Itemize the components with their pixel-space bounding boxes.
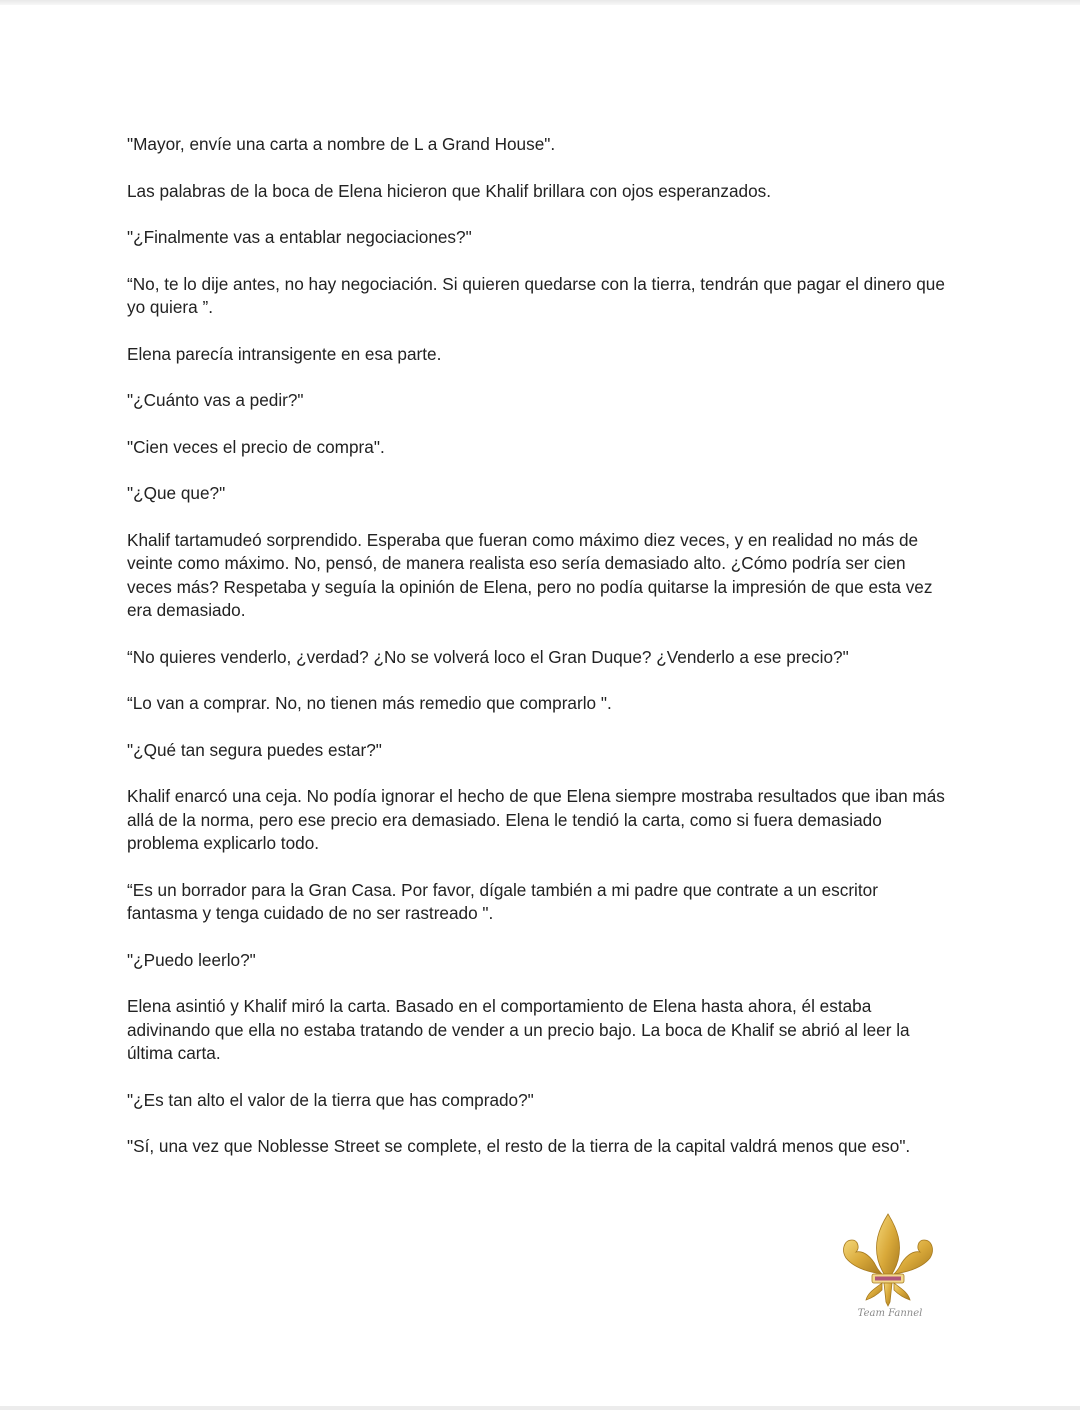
paragraph: "¿Finalmente vas a entablar negociaciones?" xyxy=(127,227,472,247)
paragraph: "¿Que que?" xyxy=(127,483,226,503)
paragraph: "¿Qué tan segura puedes estar?" xyxy=(127,739,382,760)
paragraph: Las palabras de la boca de Elena hicieron que Khalif brillara con ojos esperanzados. xyxy=(127,180,771,201)
paragraph: "Sí, una vez que Noblesse Street se complete, el resto de la tierra de la capital valdrá menos que eso". xyxy=(127,1136,911,1156)
paragraph: Khalif tartamudeó sorprendido. Esperaba que fueran como máximo diez veces, y en realidad no más de veinte como máximo. No, pensó, de manera realista eso sería demasiado alto. ¿Cómo podría ser cien veces más? Respetaba y seguía la opinión de Elena, pero no podía quitarse la impresión de que esta vez era demasiado. xyxy=(127,529,933,620)
paragraph: “Es un borrador para la Gran Casa. Por favor, dígale también a mi padre que contrate a un escritor fantasma y tenga cuidado de no ser rastreado ". xyxy=(127,879,878,923)
paragraph: "¿Es tan alto el valor de la tierra que has comprado?" xyxy=(127,1089,534,1110)
paragraph: Khalif enarcó una ceja. No podía ignorar el hecho de que Elena siempre mostraba resultados que iban más allá de la norma, pero ese precio era demasiado. Elena le tendió la carta, como si fuera demasiado problema explicarlo todo. xyxy=(127,786,945,853)
top-edge xyxy=(0,0,1080,5)
paragraph: Elena parecía intransigente en esa parte. xyxy=(127,343,442,364)
bottom-edge xyxy=(0,1406,1080,1410)
paragraph: "¿Puedo leerlo?" xyxy=(127,949,256,970)
paragraph: "¿Cuánto vas a pedir?" xyxy=(127,390,304,410)
paragraph: “No quieres venderlo, ¿verdad? ¿No se volverá loco el Gran Duque? ¿Venderlo a ese precio?" xyxy=(127,646,849,667)
paragraph: "Mayor, envíe una carta a nombre de L a Grand House". xyxy=(127,134,556,154)
paragraph: “Lo van a comprar. No, no tienen más remedio que comprarlo ". xyxy=(127,693,612,713)
signature: Team Fannel xyxy=(857,1308,923,1319)
paragraph: “No, te lo dije antes, no hay negociación. Si quieren quedarse con la tierra, tendrán que pagar el dinero que yo quiera ”. xyxy=(127,273,945,317)
paragraph: Elena asintió y Khalif miró la carta. Basado en el comportamiento de Elena hasta ahora, él estaba adivinando que ella no estaba tratando de vender a un precio bajo. La boca de Khalif se abrió al leer la última carta. xyxy=(127,996,910,1063)
document-body xyxy=(127,133,947,1182)
paragraph: "Cien veces el precio de compra". xyxy=(127,436,385,457)
